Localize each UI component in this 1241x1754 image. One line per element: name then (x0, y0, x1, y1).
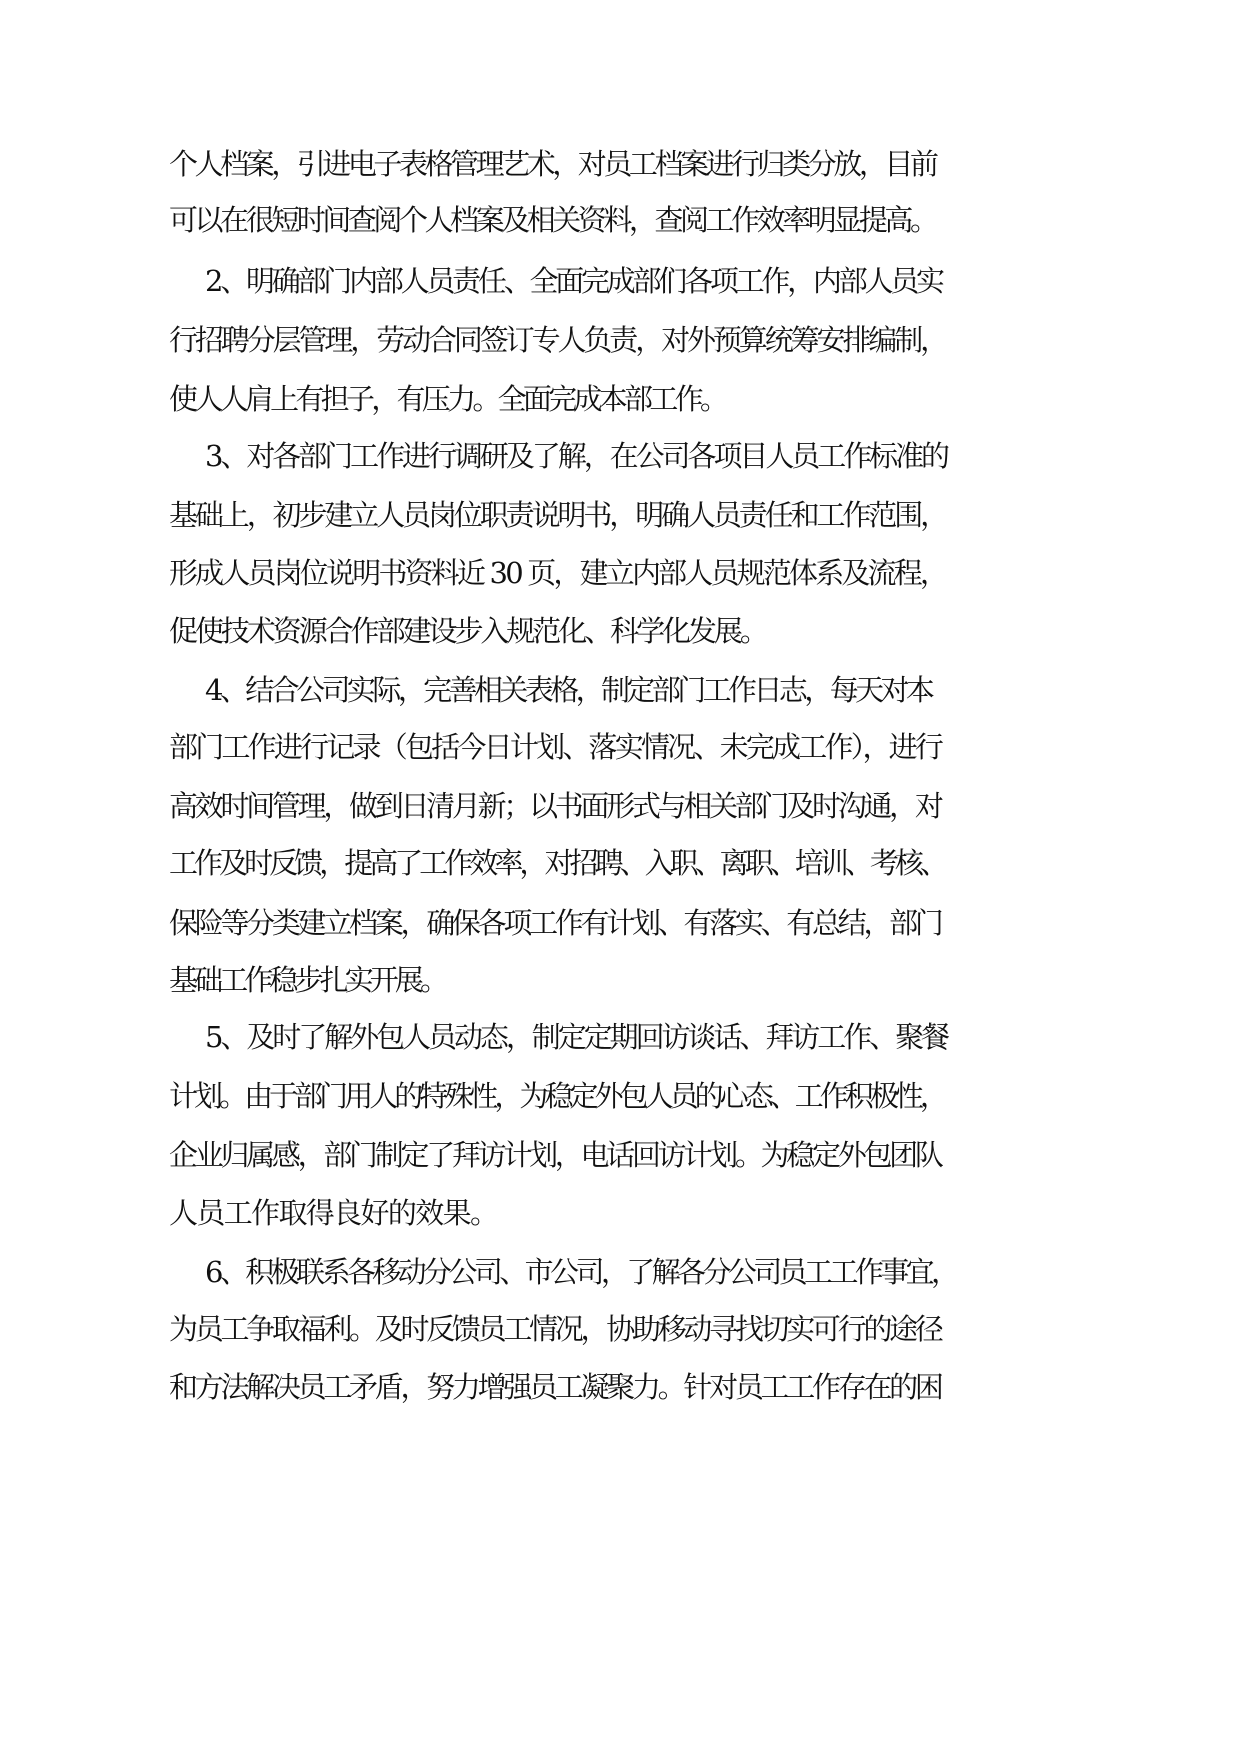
paragraph-1-line-1 (0, 134, 1241, 194)
paragraph-3-line-1 (0, 426, 1241, 486)
text-line: 保险等分类建立档案，确保各项工作有计划、有落实、有总结，部门 (169, 906, 941, 940)
paragraph-6-line-1 (0, 1242, 1241, 1302)
text-line: 形成人员岗位说明书资料近 30 页，建立内部人员规范体系及流程， (169, 556, 947, 590)
paragraph-4-line-5 (0, 893, 1241, 953)
paragraph-3-line-3 (0, 543, 1241, 603)
paragraph-4-line-1 (0, 660, 1241, 720)
text-line: 促使技术资源合作部建设步入规范化、科学化发展。 (169, 614, 766, 648)
text-line: 企业归属感，部门制定了拜访计划，电话回访计划。为稳定外包团队 (169, 1138, 941, 1172)
text-line: 计划。由于部门用人的特殊性，为稳定外包人员的心态、工作积极性， (169, 1079, 945, 1113)
text-line: 部门工作进行记录（包括今日计划、落实情况、未完成工作），进行 (169, 730, 942, 764)
text-line: 人员工作取得良好的效果。 (169, 1196, 498, 1230)
text-line: 基础上，初步建立人员岗位职责说明书，明确人员责任和工作范围， (169, 498, 947, 532)
text-line: 基础工作稳步扎实开展。 (169, 963, 446, 997)
paragraph-5-line-1 (0, 1007, 1241, 1067)
text-line: 工作及时反馈，提高了工作效率，对招聘、入职、离职、培训、考核、 (169, 846, 945, 880)
text-line: 行招聘分层管理，劳动合同签订专人负责，对外预算统筹安排编制， (169, 323, 947, 357)
text-line: 个人档案，引进电子表格管理艺术，对员工档案进行归类分放，目前 (169, 147, 936, 181)
paragraph-2-line-1 (0, 251, 1241, 311)
paragraph-6-line-3 (0, 1357, 1241, 1417)
paragraph-4-line-2 (0, 717, 1241, 777)
text-line: 和方法解决员工矛盾，努力增强员工凝聚力。针对员工工作存在的困 (169, 1370, 941, 1404)
paragraph-1-line-2 (0, 190, 1241, 250)
paragraph-3-line-4 (0, 601, 1241, 661)
text-line: 6、积极联系各移动分公司、市公司，了解各分公司员工工作事宜， (205, 1255, 957, 1289)
paragraph-5-line-3 (0, 1125, 1241, 1185)
text-line: 使人人肩上有担子，有压力。全面完成本部工作。 (169, 382, 726, 416)
paragraph-2-line-2 (0, 310, 1241, 370)
text-line: 可以在很短时间查阅个人档案及相关资料，查阅工作效率明显提高。 (169, 203, 936, 237)
paragraph-5-line-4 (0, 1183, 1241, 1243)
paragraph-2-line-3 (0, 369, 1241, 429)
paragraph-4-line-4 (0, 833, 1241, 893)
paragraph-4-line-6 (0, 950, 1241, 1010)
text-line: 为员工争取福利。及时反馈员工情况，协助移动寻找切实可行的途径 (169, 1312, 941, 1346)
text-line: 高效时间管理，做到日清月新；以书面形式与相关部门及时沟通，对 (169, 789, 941, 823)
paragraph-3-line-2 (0, 485, 1241, 545)
text-line: 4、结合公司实际，完善相关表格，制定部门工作日志，每天对本 (205, 673, 932, 707)
paragraph-6-line-2 (0, 1299, 1241, 1359)
paragraph-5-line-2 (0, 1066, 1241, 1126)
text-line: 5、及时了解外包人员动态，制定定期回访谈话、拜访工作、聚餐 (205, 1020, 948, 1054)
text-line: 3、对各部门工作进行调研及了解，在公司各项目人员工作标准的 (205, 439, 948, 473)
text-line: 2、明确部门内部人员责任、全面完成部们各项工作，内部人员实 (205, 264, 942, 298)
paragraph-4-line-3 (0, 776, 1241, 836)
